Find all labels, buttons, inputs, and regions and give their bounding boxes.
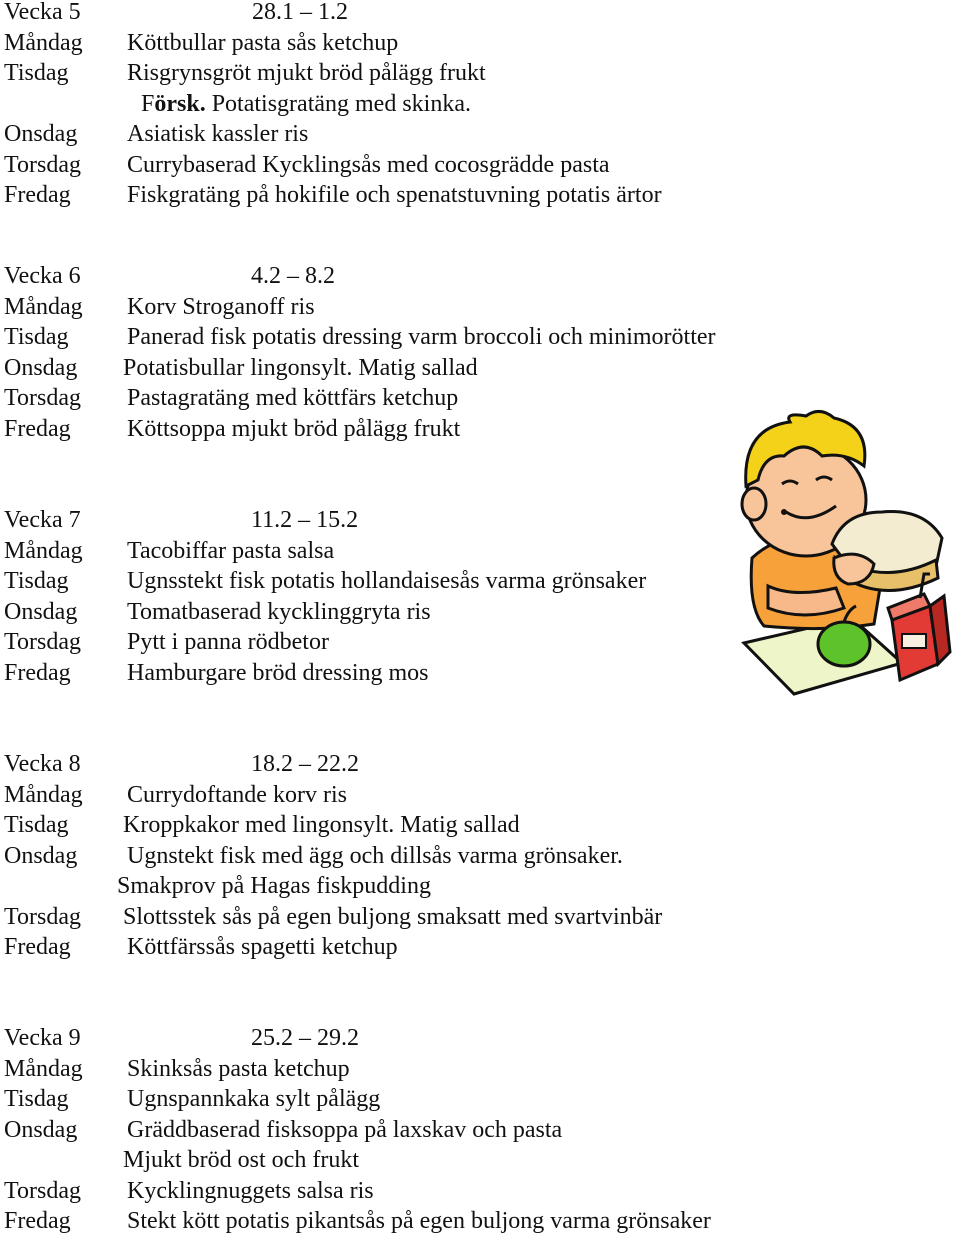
dish-text: Kycklingnuggets salsa ris — [127, 1177, 374, 1204]
dish-text: Ugnspannkaka sylt pålägg — [127, 1086, 381, 1112]
day-label: Fredag — [4, 415, 71, 442]
day-label: Måndag — [4, 1055, 83, 1082]
day-label: Torsdag — [4, 1177, 81, 1204]
day-label: Fredag — [4, 934, 71, 960]
dish-text: Asiatisk kassler ris — [127, 121, 309, 147]
day-label: Torsdag — [4, 903, 81, 930]
day-label: Onsdag — [4, 1116, 78, 1143]
day-label: Fredag — [4, 1208, 71, 1234]
day-label: Torsdag — [4, 629, 81, 655]
day-label: Fredag — [4, 659, 71, 686]
juice-box-label — [902, 634, 926, 648]
apple-shape — [818, 622, 870, 666]
week-date-range: 4.2 – 8.2 — [251, 263, 335, 289]
dish-text: Tomatbaserad kycklinggryta ris — [127, 598, 431, 625]
day-label: Tisdag — [4, 812, 69, 838]
dish-text: Skinksås pasta ketchup — [127, 1055, 350, 1082]
dish-text: Pytt i panna rödbetor — [127, 629, 329, 655]
day-label: Tisdag — [4, 568, 69, 594]
dish-text: Stekt kött potatis pikantsås på egen buljong varma grönsaker — [127, 1208, 711, 1234]
dish-text: Korv Stroganoff ris — [127, 293, 315, 320]
dish-text: Slottsstek sås på egen buljong smaksatt med svartvinbär — [123, 903, 663, 930]
dish-text: Fiskgratäng på hokifile och spenatstuvning potatis ärtor — [127, 182, 662, 208]
week-label: Vecka 8 — [4, 751, 81, 777]
day-label: Onsdag — [4, 598, 78, 625]
week-date-range: 25.2 – 29.2 — [251, 1025, 359, 1051]
dish-text: Currybaserad Kycklingsås med cocosgrädde pasta — [127, 151, 610, 178]
dish-text-rest: Potatisgratäng med skinka. — [205, 90, 471, 117]
dish-text: Ugnstekt fisk med ägg och dillsås varma grönsaker. — [127, 842, 623, 869]
week-label: Vecka 7 — [4, 507, 81, 533]
dish-text: Försk. Potatisgratäng med skinka. — [141, 90, 471, 117]
week-date-range: 28.1 – 1.2 — [252, 0, 348, 25]
dish-text: Köttfärssås spagetti ketchup — [127, 934, 398, 960]
dish-text: Gräddbaserad fisksoppa på laxskav och pasta — [127, 1116, 563, 1143]
day-label: Onsdag — [4, 121, 78, 147]
dish-text: Tacobiffar pasta salsa — [127, 537, 335, 564]
week-date-range: 18.2 – 22.2 — [251, 751, 359, 777]
dish-text: Smakprov på Hagas fiskpudding — [117, 873, 431, 899]
day-label: Måndag — [4, 781, 83, 808]
week-date-range: 11.2 – 15.2 — [251, 507, 359, 533]
week-label: Vecka 9 — [4, 1025, 81, 1051]
dish-text: Köttbullar pasta sås ketchup — [127, 29, 399, 56]
dish-text: Hamburgare bröd dressing mos — [127, 659, 429, 686]
day-label: Måndag — [4, 537, 83, 564]
day-label: Onsdag — [4, 354, 78, 381]
dish-text: Potatisbullar lingonsylt. Matig sallad — [123, 354, 478, 381]
day-label: Tisdag — [4, 60, 69, 86]
dish-text: Pastagratäng med köttfärs ketchup — [127, 385, 459, 411]
day-label: Torsdag — [4, 151, 81, 178]
dish-text: Currydoftande korv ris — [127, 781, 347, 808]
boy-eating-sandwich-clipart — [724, 408, 960, 708]
day-label: Fredag — [4, 182, 71, 208]
dish-bold-text: örsk. — [154, 90, 206, 117]
dish-text: Kroppkakor med lingonsylt. Matig sallad — [123, 812, 520, 838]
day-label: Måndag — [4, 29, 83, 56]
dish-text: Risgrynsgröt mjukt bröd pålägg frukt — [127, 60, 486, 86]
day-label: Torsdag — [4, 385, 81, 411]
week-label: Vecka 6 — [4, 263, 81, 289]
day-label: Tisdag — [4, 1086, 69, 1112]
dish-text: Mjukt bröd ost och frukt — [123, 1147, 359, 1173]
day-label: Tisdag — [4, 324, 69, 350]
day-label: Onsdag — [4, 842, 78, 869]
clipart-svg — [724, 408, 960, 708]
dish-text: Köttsoppa mjukt bröd pålägg frukt — [127, 415, 461, 442]
week-label: Vecka 5 — [4, 0, 81, 25]
dish-text: Panerad fisk potatis dressing varm broccoli och minimorötter — [127, 324, 716, 350]
day-label: Måndag — [4, 293, 83, 320]
ear-shape — [742, 488, 766, 520]
dish-text: Ugnsstekt fisk potatis hollandaisesås varma grönsaker — [127, 568, 647, 594]
